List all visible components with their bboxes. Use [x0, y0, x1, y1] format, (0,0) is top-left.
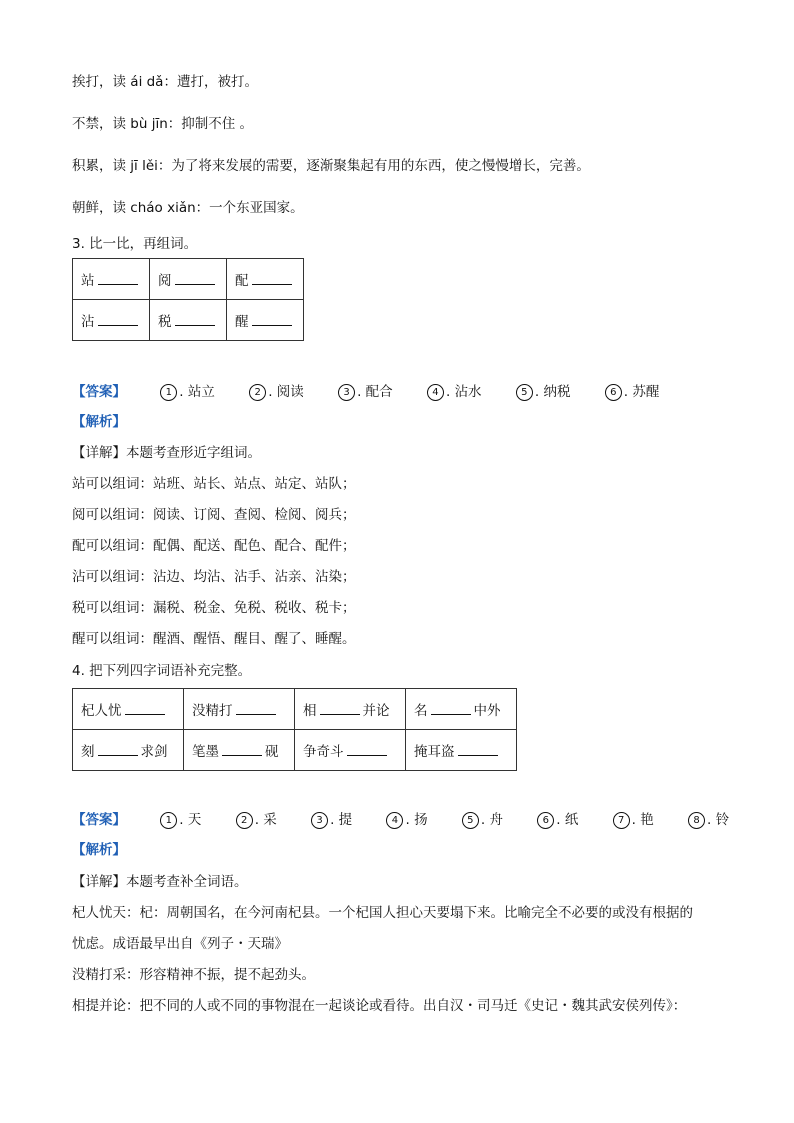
answer-item: 5 . 舟: [462, 810, 503, 830]
explanation-line: 配可以组词：配偶、配送、配色、配合、配件；: [72, 538, 356, 554]
table-cell: 掩耳盗: [406, 730, 517, 771]
detail-line: 【详解】本题考查补全词语。: [72, 874, 248, 890]
explanation-line: 相提并论：把不同的人或不同的事物混在一起谈论或看待。出自汉・司马迁《史记・魏其武安侯列传》：: [72, 998, 687, 1014]
text-line: 积累，读 jī lěi：为了将来发展的需要，逐渐聚集起有用的东西，使之慢慢增长，完善。: [72, 158, 590, 174]
analysis-label: 【解析】: [72, 842, 126, 858]
answer-item: 2 . 采: [236, 810, 277, 830]
table-cell: 醒: [227, 300, 304, 341]
table-cell: 刻 求剑: [73, 730, 184, 771]
table-cell: 杞人忧: [73, 689, 184, 730]
answer-item: 1 . 天: [160, 810, 201, 830]
explanation-line: 沾可以组词：沾边、均沾、沾手、沾亲、沾染；: [72, 569, 356, 585]
answer-item: 4 . 扬: [386, 810, 427, 830]
question-3-table: [72, 258, 304, 341]
question-4-title: 4. 把下列四字词语补充完整。: [72, 663, 252, 679]
explanation-line: 醒可以组词：醒酒、醒悟、醒目、醒了、睡醒。: [72, 631, 356, 647]
answer-item: 3 . 配合: [338, 382, 393, 402]
explanation-line: 没精打采：形容精神不振，提不起劲头。: [72, 967, 315, 983]
table-cell: 争奇斗: [295, 730, 406, 771]
explanation-line: 杞人忧天：杞：周朝国名，在今河南杞县。一个杞国人担心天要塌下来。比喻完全不必要的或没有根据的: [72, 905, 693, 921]
question-4-answers: [72, 810, 729, 830]
text-line: 朝鲜，读 cháo xiǎn：一个东亚国家。: [72, 200, 304, 216]
table-cell: 配: [227, 259, 304, 300]
table-cell: 相 并论: [295, 689, 406, 730]
table-cell: 税: [150, 300, 227, 341]
answer-item: 7 . 艳: [613, 810, 654, 830]
answer-item: 6 . 纸: [537, 810, 578, 830]
analysis-label: 【解析】: [72, 414, 126, 430]
explanation-line: 忧虑。成语最早出自《列子・天瑞》: [72, 936, 288, 952]
answer-item: 4 . 沾水: [427, 382, 482, 402]
detail-line: 【详解】本题考查形近字组词。: [72, 445, 261, 461]
table-cell: 沾: [73, 300, 150, 341]
text-line: 挨打，读 ái dǎ：遭打，被打。: [72, 74, 258, 90]
answer-item: 5 . 纳税: [516, 382, 571, 402]
answer-label: 【答案】: [72, 384, 126, 400]
question-4-table: [72, 688, 517, 771]
answer-label: 【答案】: [72, 812, 126, 828]
answer-item: 1 . 站立: [160, 382, 215, 402]
table-cell: 名 中外: [406, 689, 517, 730]
table-cell: 没精打: [184, 689, 295, 730]
answer-item: 3 . 提: [311, 810, 352, 830]
answer-item: 2 . 阅读: [249, 382, 304, 402]
explanation-line: 站可以组词：站班、站长、站点、站定、站队；: [72, 476, 356, 492]
question-3-answers: [72, 382, 659, 402]
answer-item: 6 . 苏醒: [605, 382, 660, 402]
table-cell: 笔墨 砚: [184, 730, 295, 771]
text-line: 不禁，读 bù jīn：抑制不住 。: [72, 116, 254, 132]
explanation-line: 阅可以组词：阅读、订阅、查阅、检阅、阅兵；: [72, 507, 356, 523]
table-cell: 站: [73, 259, 150, 300]
table-cell: 阅: [150, 259, 227, 300]
question-3-title: 3. 比一比，再组词。: [72, 236, 198, 252]
explanation-line: 税可以组词：漏税、税金、免税、税收、税卡；: [72, 600, 356, 616]
answer-item: 8 . 铃: [688, 810, 729, 830]
